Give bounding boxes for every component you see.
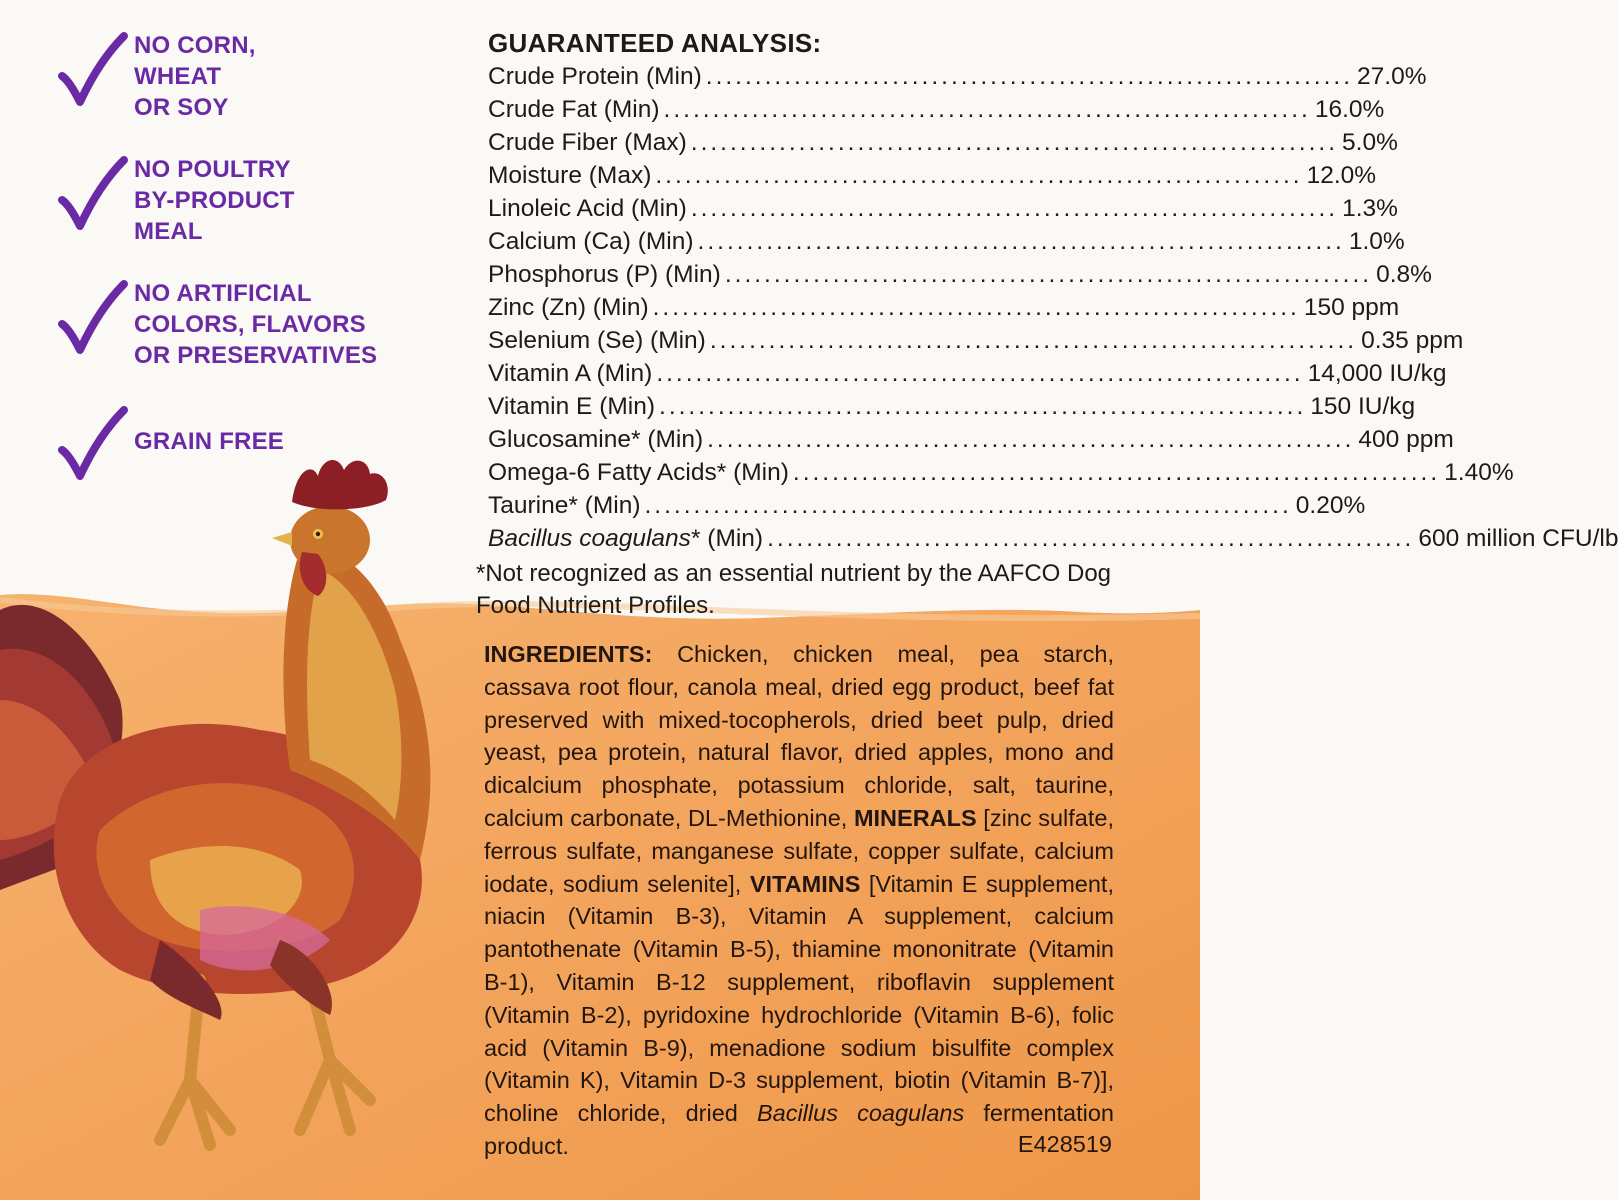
claim-item bbox=[58, 278, 377, 371]
ga-dot-leader: .................................................................. bbox=[705, 63, 1354, 90]
ga-label-italic: Bacillus coagulans bbox=[488, 525, 691, 552]
ga-row bbox=[488, 60, 1427, 93]
ga-row bbox=[488, 456, 1514, 489]
ga-value: 1.0% bbox=[1348, 228, 1405, 255]
ga-value: 1.40% bbox=[1444, 459, 1514, 486]
ga-row bbox=[488, 291, 1400, 324]
ga-label: Selenium (Se) (Min) bbox=[488, 327, 706, 354]
ga-label: Zinc (Zn) (Min) bbox=[488, 294, 649, 321]
ga-dot-leader: .................................................................. bbox=[724, 261, 1373, 288]
ga-value: 400 ppm bbox=[1358, 426, 1454, 453]
ga-dot-leader: .................................................................. bbox=[659, 393, 1307, 420]
checkmark-icon bbox=[58, 154, 128, 230]
ga-label: Linoleic Acid (Min) bbox=[488, 195, 687, 222]
guaranteed-analysis-title: GUARANTEED ANALYSIS: bbox=[488, 28, 822, 58]
claim-item bbox=[58, 404, 284, 480]
claim-item bbox=[58, 30, 256, 123]
claim-text: NO POULTRY BY-PRODUCT MEAL bbox=[134, 156, 295, 245]
ingredients-text: Chicken, chicken meal, pea starch, cassava root flour, canola meal, dried egg product, beef fat preserved with mixed-tocopherols, dried beet pulp, dried yeast, pea protein, natural flavor, dried apples, mono and dicalcium phosphate, potassium chloride, salt, taurine, calcium carbonate, DL-Methionine, bbox=[484, 641, 1114, 831]
ga-value: 0.8% bbox=[1376, 261, 1432, 288]
ga-row bbox=[488, 258, 1432, 291]
ga-value: 1.3% bbox=[1342, 195, 1398, 222]
ga-value: 600 million CFU/lb bbox=[1418, 525, 1619, 552]
claim-text: NO CORN, WHEAT OR SOY bbox=[134, 32, 256, 121]
ga-dot-leader: .................................................................. bbox=[644, 492, 1292, 519]
ga-dot-leader: .................................................................. bbox=[652, 294, 1300, 321]
ga-value: 150 ppm bbox=[1303, 294, 1400, 321]
ga-label bbox=[488, 522, 763, 555]
ga-row bbox=[488, 324, 1464, 357]
ga-label: Moisture (Max) bbox=[488, 162, 652, 189]
ga-label: Taurine* (Min) bbox=[488, 492, 641, 519]
ingredients-end: fermentation product. bbox=[484, 1100, 1114, 1159]
ga-row bbox=[488, 489, 1366, 522]
rooster-illustration bbox=[0, 440, 470, 1200]
ga-dot-leader: .................................................................. bbox=[707, 426, 1355, 453]
ga-label: Crude Fiber (Max) bbox=[488, 129, 687, 156]
ga-value: 16.0% bbox=[1314, 96, 1385, 123]
ga-label: Vitamin A (Min) bbox=[488, 360, 653, 387]
ga-row bbox=[488, 357, 1447, 390]
footnote: *Not recognized as an essential nutrient by the AAFCO Dog Food Nutrient Profiles. bbox=[476, 560, 1112, 619]
vitamins-text: [Vitamin E supplement, niacin (Vitamin B-3), Vitamin A supplement, calcium pantothenate (Vitamin B-5), thiamine mononitrate (Vitamin B-1), Vitamin B-12 supplement, riboflavin supplement (Vitamin B-2), pyridoxine hydrochloride (Vitamin B-6), folic acid (Vitamin B-9), menadione sodium bisulfite complex (Vitamin K), Vitamin D-3 supplement, biotin (Vitamin B-7)], choline chloride, dried bbox=[484, 870, 1114, 1127]
vitamins-heading: VITAMINS bbox=[749, 870, 861, 897]
ga-row bbox=[488, 423, 1454, 456]
ga-row bbox=[488, 93, 1385, 126]
ga-row bbox=[488, 225, 1405, 258]
ga-label-rest: * (Min) bbox=[690, 525, 764, 552]
ga-label: Vitamin E (Min) bbox=[488, 393, 656, 420]
ga-label: Crude Protein (Min) bbox=[488, 63, 702, 90]
product-code: E428519 bbox=[1017, 1131, 1112, 1157]
ga-label: Phosphorus (P) (Min) bbox=[488, 261, 721, 288]
ga-row bbox=[488, 522, 1619, 555]
claim-item bbox=[58, 154, 295, 247]
ga-row bbox=[488, 192, 1398, 225]
ga-dot-leader: .................................................................. bbox=[709, 327, 1358, 354]
ga-dot-leader: .................................................................. bbox=[690, 195, 1339, 222]
ga-label: Omega-6 Fatty Acids* (Min) bbox=[488, 459, 789, 486]
ga-value: 0.35 ppm bbox=[1361, 327, 1464, 354]
ga-dot-leader: .................................................................. bbox=[663, 96, 1311, 123]
ingredients-heading: INGREDIENTS: bbox=[484, 641, 653, 667]
checkmark-icon bbox=[58, 30, 128, 106]
ga-row bbox=[488, 159, 1377, 192]
checkmark-icon bbox=[58, 404, 128, 480]
ga-value: 14,000 IU/kg bbox=[1307, 360, 1447, 387]
claim-text: GRAIN FREE bbox=[134, 428, 285, 455]
ga-row bbox=[488, 390, 1416, 423]
ga-label: Crude Fat (Min) bbox=[488, 96, 660, 123]
ga-row bbox=[488, 126, 1398, 159]
guaranteed-analysis bbox=[488, 26, 1619, 555]
ga-dot-leader: .................................................................. bbox=[656, 360, 1304, 387]
ga-value: 0.20% bbox=[1295, 492, 1366, 519]
ga-dot-leader: .................................................................. bbox=[792, 459, 1441, 486]
ga-label: Calcium (Ca) (Min) bbox=[488, 228, 694, 255]
ga-value: 5.0% bbox=[1342, 129, 1398, 156]
claim-text: NO ARTIFICIAL COLORS, FLAVORS OR PRESERVATIVES bbox=[134, 280, 378, 369]
guaranteed-analysis-table bbox=[488, 60, 1514, 522]
checkmark-icon bbox=[58, 278, 128, 354]
ga-value: 12.0% bbox=[1306, 162, 1377, 189]
bacillus-italic: Bacillus coagulans bbox=[756, 1100, 965, 1127]
minerals-heading: MINERALS bbox=[853, 804, 977, 831]
ga-dot-leader: .................................................................. bbox=[690, 129, 1339, 156]
ga-label: Glucosamine* (Min) bbox=[488, 426, 704, 453]
minerals-text: [zinc sulfate, ferrous sulfate, manganese sulfate, copper sulfate, calcium iodate, sodium selenite], bbox=[484, 804, 1114, 897]
ga-dot-leader: .................................................................. bbox=[697, 228, 1345, 255]
ga-dot-leader: .................................................................. bbox=[655, 162, 1303, 189]
ga-value: 27.0% bbox=[1357, 63, 1427, 90]
ga-value: 150 IU/kg bbox=[1310, 393, 1416, 420]
ingredients-paragraph bbox=[484, 638, 1114, 1163]
ga-dot-leader: .................................................................. bbox=[767, 525, 1415, 552]
